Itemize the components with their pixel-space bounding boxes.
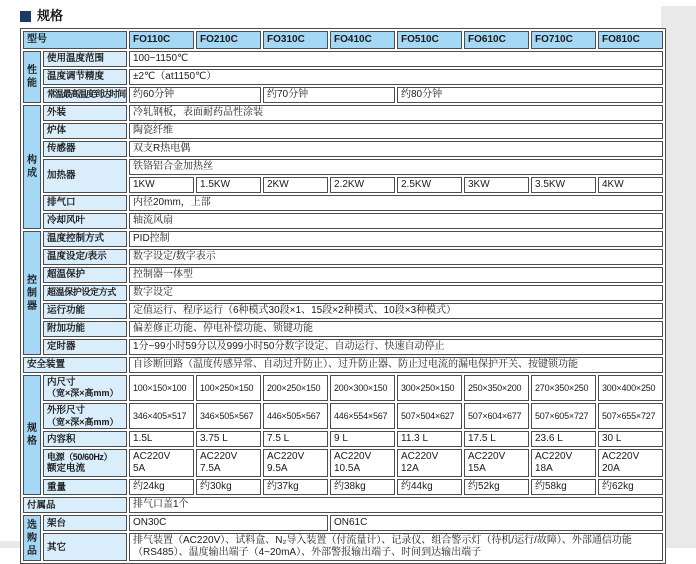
spec-value-power-supply: AC220V 9.5A (263, 449, 328, 477)
spec-value-outer-size: 346×505×567 (196, 403, 261, 429)
row-label-heater: 加热器 (43, 159, 127, 193)
spec-value-temp-range: 100~1150℃ (129, 51, 663, 67)
spec-value-weight: 约24kg (129, 479, 194, 495)
spec-value-power-supply: AC220V 10.5A (330, 449, 395, 477)
table-row (23, 249, 663, 265)
column-header-fo510c: FO510C (397, 31, 462, 49)
spec-value-power-kw: 2.2KW (330, 177, 395, 193)
spec-value-cooling-fan: 轴流风扇 (129, 213, 663, 229)
spec-value-capacity: 9 L (330, 431, 395, 447)
table-row (23, 141, 663, 157)
spec-value-timer: 1分~99小时59分以及999小时50分数字设定、自动运行、快速自动停止 (129, 339, 663, 355)
table-row (23, 69, 663, 85)
table-row (23, 497, 663, 513)
spec-value-power-kw: 1KW (129, 177, 194, 193)
spec-table (20, 28, 666, 564)
spec-value-accessories: 排气口盖1个 (129, 497, 663, 513)
row-label-weight: 重量 (43, 479, 127, 495)
group-label-performance: 性能 (23, 51, 41, 103)
table-row (23, 303, 663, 319)
section-title (20, 8, 660, 24)
row-label-outer-size: 外形尺寸 （宽×深×高mm） (43, 403, 127, 429)
column-header-fo310c: FO310C (263, 31, 328, 49)
table-row (23, 357, 663, 373)
row-label-temp-accuracy: 温度调节精度 (43, 69, 127, 85)
spec-value-inner-size: 300×400×250 (598, 375, 663, 401)
row-label-capacity: 内容积 (43, 431, 127, 447)
spec-value-power-supply: AC220V 18A (531, 449, 596, 477)
table-row (23, 123, 663, 139)
column-header-fo210c: FO210C (196, 31, 261, 49)
spec-value-outer-size: 507×604×677 (464, 403, 529, 429)
table-row (23, 321, 663, 337)
spec-value-inner-size: 250×350×200 (464, 375, 529, 401)
row-label-overheat-setting: 超温保护设定方式 (43, 285, 127, 301)
spec-value-power-kw: 2.5KW (397, 177, 462, 193)
spec-value-outer-size: 507×655×727 (598, 403, 663, 429)
spec-value-outer-size: 346×405×517 (129, 403, 194, 429)
spec-value-weight: 约37kg (263, 479, 328, 495)
spec-value-weight: 约30kg (196, 479, 261, 495)
group-label-specs: 规格 (23, 375, 41, 495)
spec-value-other: 排气装置（AC220V）、试料盒、N₂导入装置（付流量计）、记录仪、组合警示灯（待机/运行/故障）、外部通信功能（RS485）、温度输出端子（4~20mA）、外部警报输出端子、时间到达输出端子 (129, 533, 663, 561)
row-label-exterior: 外装 (43, 105, 127, 121)
column-header-fo810c: FO810C (598, 31, 663, 49)
spec-value-weight: 约38kg (330, 479, 395, 495)
spec-value-weight: 约58kg (531, 479, 596, 495)
row-label-control-method: 温度控制方式 (43, 231, 127, 247)
spec-value-power-kw: 1.5KW (196, 177, 261, 193)
group-label-optional: 选购品 (23, 515, 41, 561)
spec-value-power-supply: AC220V 15A (464, 449, 529, 477)
column-header-fo710c: FO710C (531, 31, 596, 49)
spec-value-heater-material: 铁铬铝合金加热丝 (129, 159, 663, 175)
spec-value-operation-functions: 定值运行、程序运行（6种模式30段×1、15段×2种模式、10段×3种模式） (129, 303, 663, 319)
spec-value-outer-size: 507×504×627 (397, 403, 462, 429)
table-row (23, 105, 663, 121)
table-row (23, 479, 663, 495)
page-right-margin (661, 6, 696, 548)
spec-value-heatup-3: 约80分钟 (397, 87, 663, 103)
spec-value-exterior: 冷轧钢板，表面耐药品性涂装 (129, 105, 663, 121)
row-label-timer: 定时器 (43, 339, 127, 355)
spec-value-power-supply: AC220V 5A (129, 449, 194, 477)
row-label-other: 其它 (43, 533, 127, 561)
table-row (23, 285, 663, 301)
row-label-exhaust: 排气口 (43, 195, 127, 211)
spec-value-capacity: 17.5 L (464, 431, 529, 447)
table-row (23, 51, 663, 67)
row-label-cooling-fan: 冷却风叶 (43, 213, 127, 229)
table-row (23, 195, 663, 211)
spec-value-overheat-protection: 控制器一体型 (129, 267, 663, 283)
spec-value-stand-on61c: ON61C (330, 515, 663, 531)
spec-section (20, 6, 660, 564)
table-row (23, 515, 663, 531)
spec-value-control-method: PID控制 (129, 231, 663, 247)
page-title: 规格 (37, 8, 64, 24)
table-header-row (23, 31, 663, 49)
table-row (23, 449, 663, 477)
spec-value-exhaust: 内径20mm，上部 (129, 195, 663, 211)
table-row (23, 339, 663, 355)
spec-value-inner-size: 100×250×150 (196, 375, 261, 401)
spec-value-power-supply: AC220V 12A (397, 449, 462, 477)
column-header-model: 型号 (23, 31, 127, 49)
spec-value-weight: 约52kg (464, 479, 529, 495)
spec-value-power-kw: 3KW (464, 177, 529, 193)
table-row (23, 213, 663, 229)
group-label-composition: 构成 (23, 105, 41, 229)
spec-value-capacity: 3.75 L (196, 431, 261, 447)
row-label-stand: 架台 (43, 515, 127, 531)
spec-value-temp-setting: 数字设定/数字表示 (129, 249, 663, 265)
column-header-fo110c: FO110C (129, 31, 194, 49)
group-label-controller: 控制器 (23, 231, 41, 355)
row-label-overheat-protection: 超温保护 (43, 267, 127, 283)
spec-value-power-kw: 4KW (598, 177, 663, 193)
spec-value-capacity: 7.5 L (263, 431, 328, 447)
spec-value-additional-functions: 偏差修正功能、停电补偿功能、锁键功能 (129, 321, 663, 337)
table-row (23, 375, 663, 401)
spec-value-weight: 约62kg (598, 479, 663, 495)
spec-value-heatup-1: 约60分钟 (129, 87, 261, 103)
spec-value-power-kw: 2KW (263, 177, 328, 193)
spec-value-temp-accuracy: ±2℃（at1150℃） (129, 69, 663, 85)
table-row (23, 159, 663, 175)
spec-value-safety: 自诊断回路（温度传感异常、自动过升防止）、过升防止器、防止过电流的漏电保护开关、按键锁功能 (129, 357, 663, 373)
spec-value-power-supply: AC220V 7.5A (196, 449, 261, 477)
row-label-sensor: 传感器 (43, 141, 127, 157)
row-label-safety: 安全装置 (23, 357, 127, 373)
spec-value-furnace-body: 陶瓷纤维 (129, 123, 663, 139)
spec-value-capacity: 23.6 L (531, 431, 596, 447)
spec-value-inner-size: 300×250×150 (397, 375, 462, 401)
spec-value-outer-size: 446×505×567 (263, 403, 328, 429)
table-row (23, 403, 663, 429)
table-row (23, 87, 663, 103)
spec-value-capacity: 11.3 L (397, 431, 462, 447)
spec-value-inner-size: 100×150×100 (129, 375, 194, 401)
table-row (23, 231, 663, 247)
row-label-accessories: 付属品 (23, 497, 127, 513)
spec-value-sensor: 双支R热电偶 (129, 141, 663, 157)
title-bullet-icon (20, 11, 31, 22)
row-label-additional-functions: 附加功能 (43, 321, 127, 337)
column-header-fo410c: FO410C (330, 31, 395, 49)
spec-value-outer-size: 507×605×727 (531, 403, 596, 429)
spec-value-power-supply: AC220V 20A (598, 449, 663, 477)
spec-value-inner-size: 200×250×150 (263, 375, 328, 401)
spec-value-stand-on30c: ON30C (129, 515, 328, 531)
column-header-fo610c: FO610C (464, 31, 529, 49)
table-row (23, 267, 663, 283)
spec-value-inner-size: 200×300×150 (330, 375, 395, 401)
row-label-power-supply: 电源（50/60Hz） 额定电流 (43, 449, 127, 477)
row-label-heatup-time: 常温最高温度到达时间 (43, 87, 127, 103)
row-label-furnace-body: 炉体 (43, 123, 127, 139)
spec-value-inner-size: 270×350×250 (531, 375, 596, 401)
row-label-temp-setting: 温度设定/表示 (43, 249, 127, 265)
spec-value-capacity: 30 L (598, 431, 663, 447)
spec-value-heatup-2: 约70分钟 (263, 87, 395, 103)
spec-value-overheat-setting: 数字设定 (129, 285, 663, 301)
table-row (23, 533, 663, 561)
spec-value-power-kw: 3.5KW (531, 177, 596, 193)
row-label-inner-size: 内尺寸 （宽×深×高mm） (43, 375, 127, 401)
spec-value-outer-size: 446×554×567 (330, 403, 395, 429)
table-row (23, 431, 663, 447)
row-label-operation-functions: 运行功能 (43, 303, 127, 319)
row-label-temp-range: 使用温度范围 (43, 51, 127, 67)
spec-value-capacity: 1.5L (129, 431, 194, 447)
spec-value-weight: 约44kg (397, 479, 462, 495)
